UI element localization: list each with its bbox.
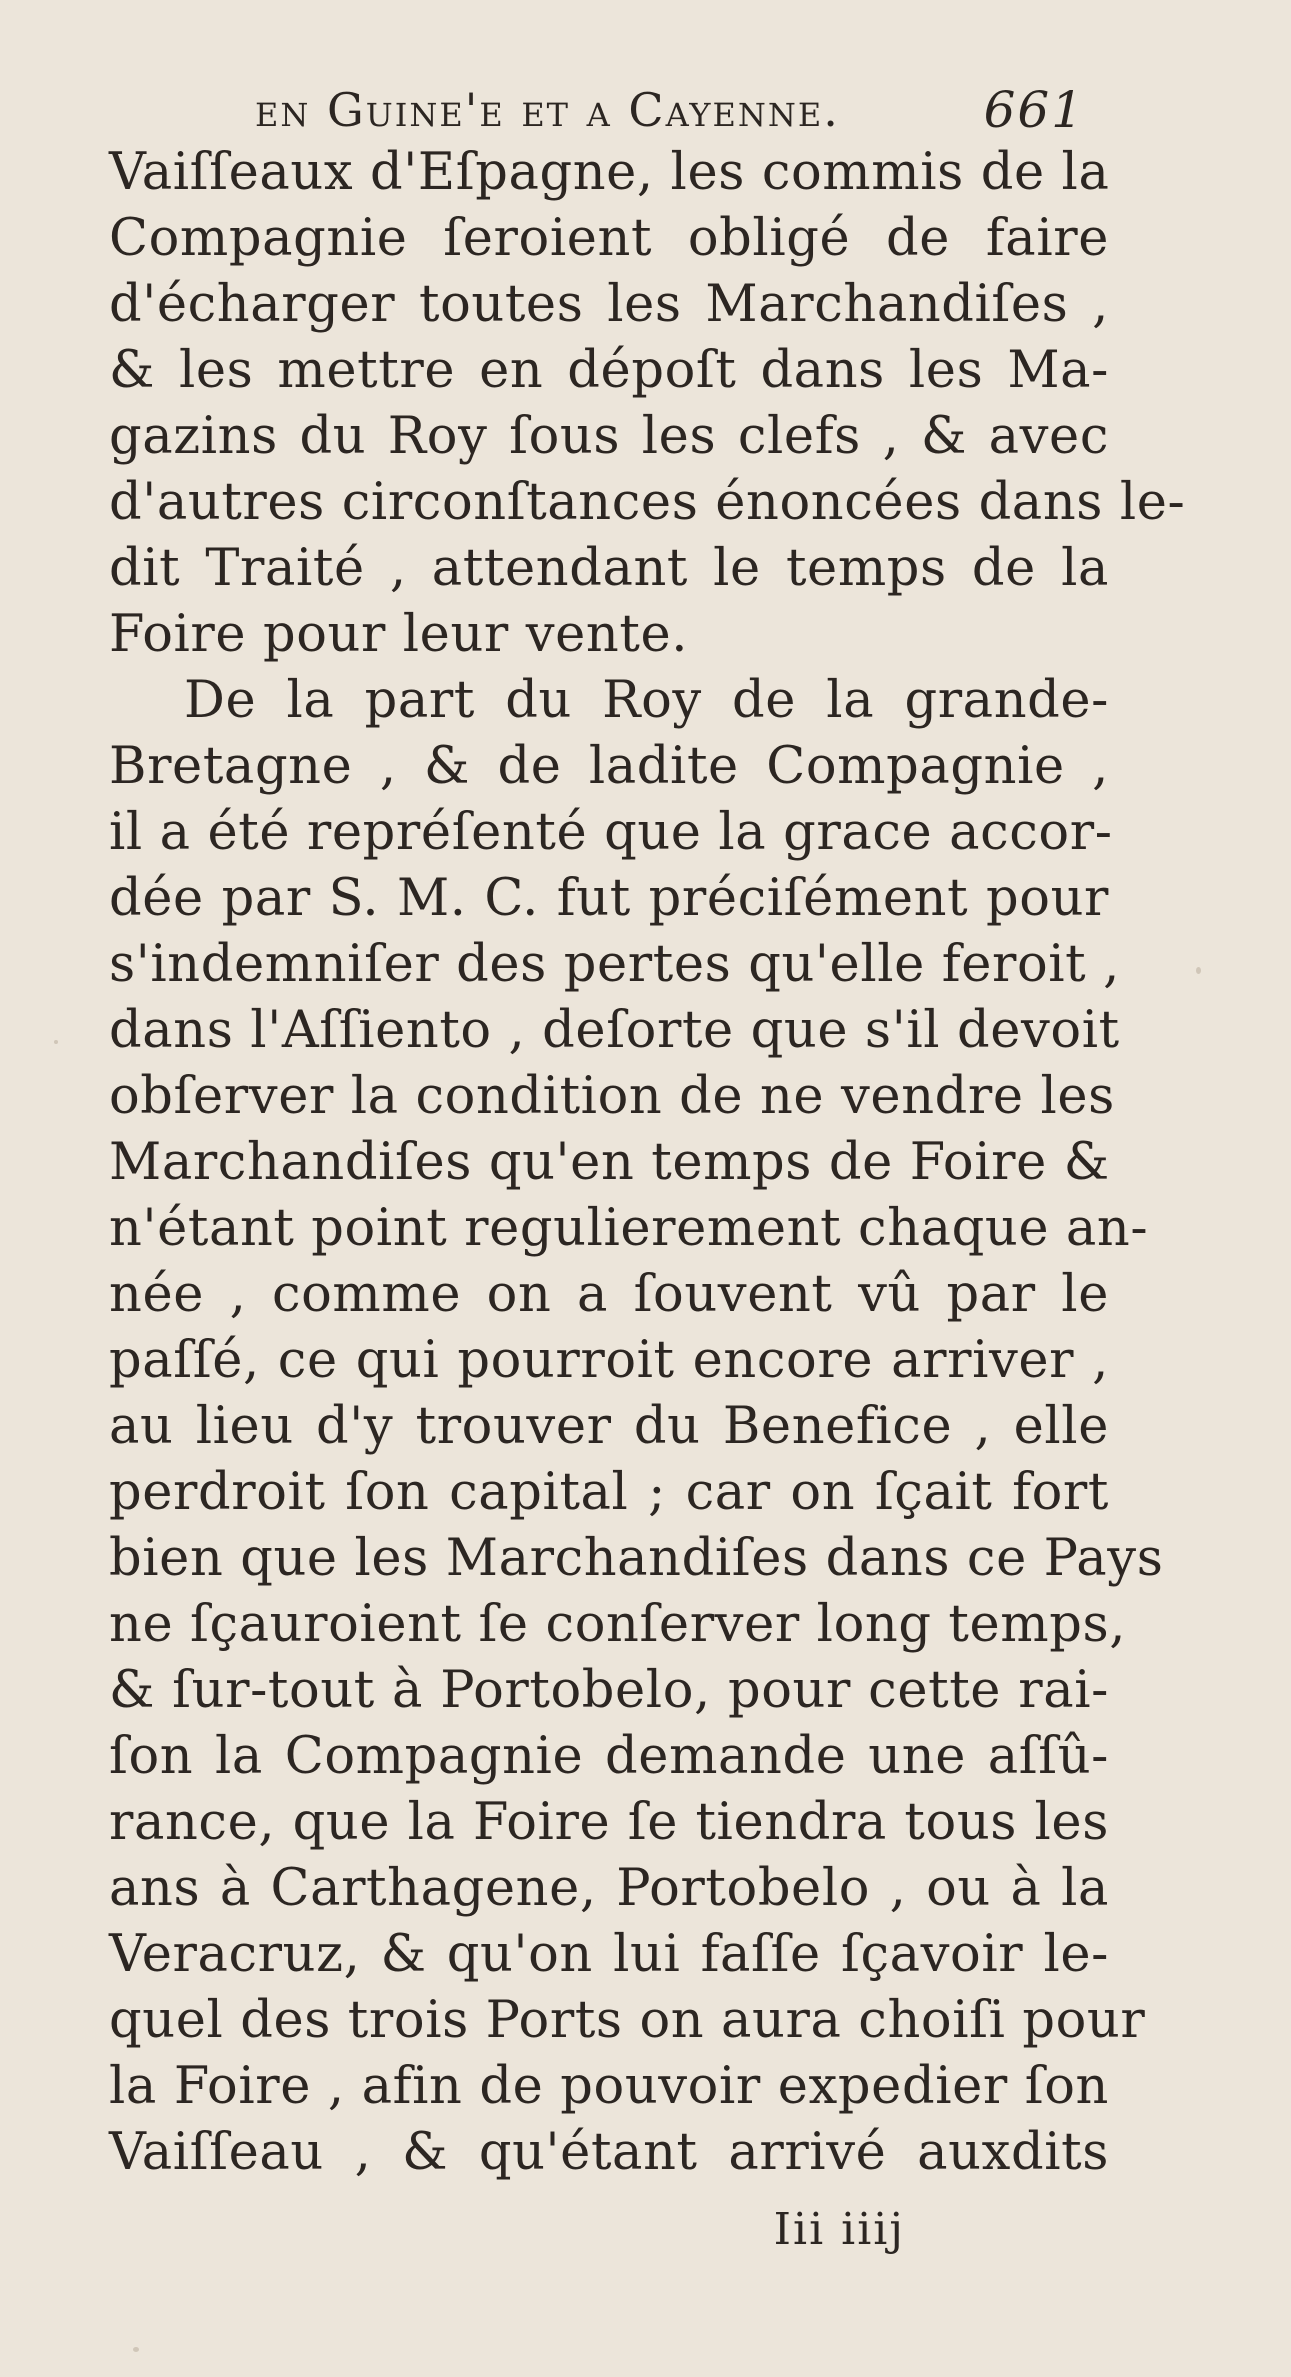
text-line: ſon la Compagnie demande une aſſû- <box>109 1727 1109 1786</box>
text-line: dée par S. M. C. fut préciſément pour <box>109 869 1109 928</box>
text-line: quel des trois Ports on aura choiſi pour <box>109 1991 1146 2050</box>
text-line: Compagnie ſeroient obligé de faire <box>109 209 1109 268</box>
text-line: rance, que la Foire ſe tiendra tous les <box>109 1793 1109 1852</box>
text-line: & ſur-tout à Portobelo, pour cette rai- <box>109 1661 1109 1720</box>
text-line: Bretagne , & de ladite Compagnie , <box>109 737 1109 796</box>
text-line: il a été repréſenté que la grace accor- <box>109 803 1113 862</box>
text-line: ne ſçauroient ſe conſerver long temps, <box>109 1595 1127 1654</box>
text-line: obſerver la condition de ne vendre les <box>109 1067 1115 1126</box>
text-line: paſſé, ce qui pourroit encore arriver , <box>109 1331 1109 1390</box>
running-head-title: en Guine'e et a Cayenne. <box>255 83 840 137</box>
text-line: née , comme on a ſouvent vû par le <box>109 1265 1109 1324</box>
text-line: s'indemniſer des pertes qu'elle feroit , <box>109 935 1120 994</box>
signature-mark: Iii iiij <box>773 2204 905 2255</box>
text-line: bien que les Marchandiſes dans ce Pays <box>109 1529 1164 1588</box>
text-line: perdroit ſon capital ; car on ſçait fort <box>109 1463 1109 1522</box>
text-line: au lieu d'y trouver du Benefice , elle <box>109 1397 1109 1456</box>
paper-speck <box>1196 967 1201 974</box>
text-line: gazins du Roy ſous les clefs , & avec <box>109 407 1109 466</box>
text-line: Marchandiſes qu'en temps de Foire & <box>109 1133 1110 1192</box>
text-line: Vaiſſeaux d'Eſpagne, les commis de la <box>109 143 1110 202</box>
body-text <box>109 140 1186 2186</box>
text-line: d'autres circonſtances énoncées dans le- <box>109 473 1186 532</box>
text-line: dit Traité , attendant le temps de la <box>109 539 1109 598</box>
text-line: Veracruz, & qu'on lui faſſe ſçavoir le- <box>109 1925 1109 1984</box>
text-line: la Foire , afin de pouvoir expedier ſon <box>109 2057 1109 2116</box>
text-line: ans à Carthagene, Portobelo , ou à la <box>109 1859 1109 1918</box>
paragraph-first-line: De la part du Roy de la grande- <box>184 671 1109 730</box>
paper-speck <box>133 2347 139 2352</box>
text-line: Vaiſſeau , & qu'étant arrivé auxdits <box>109 2123 1109 2182</box>
text-line: dans l'Aſſiento , deſorte que s'il devoit <box>109 1001 1120 1060</box>
text-line: & les mettre en dépoſt dans les Ma- <box>109 341 1109 400</box>
paper-speck <box>54 1040 58 1044</box>
text-line: Foire pour leur vente. <box>109 605 689 664</box>
page-number: 661 <box>983 81 1085 139</box>
text-line: d'écharger toutes les Marchandiſes , <box>109 275 1109 334</box>
text-line: n'étant point regulierement chaque an- <box>109 1199 1149 1258</box>
running-head <box>255 78 1085 142</box>
